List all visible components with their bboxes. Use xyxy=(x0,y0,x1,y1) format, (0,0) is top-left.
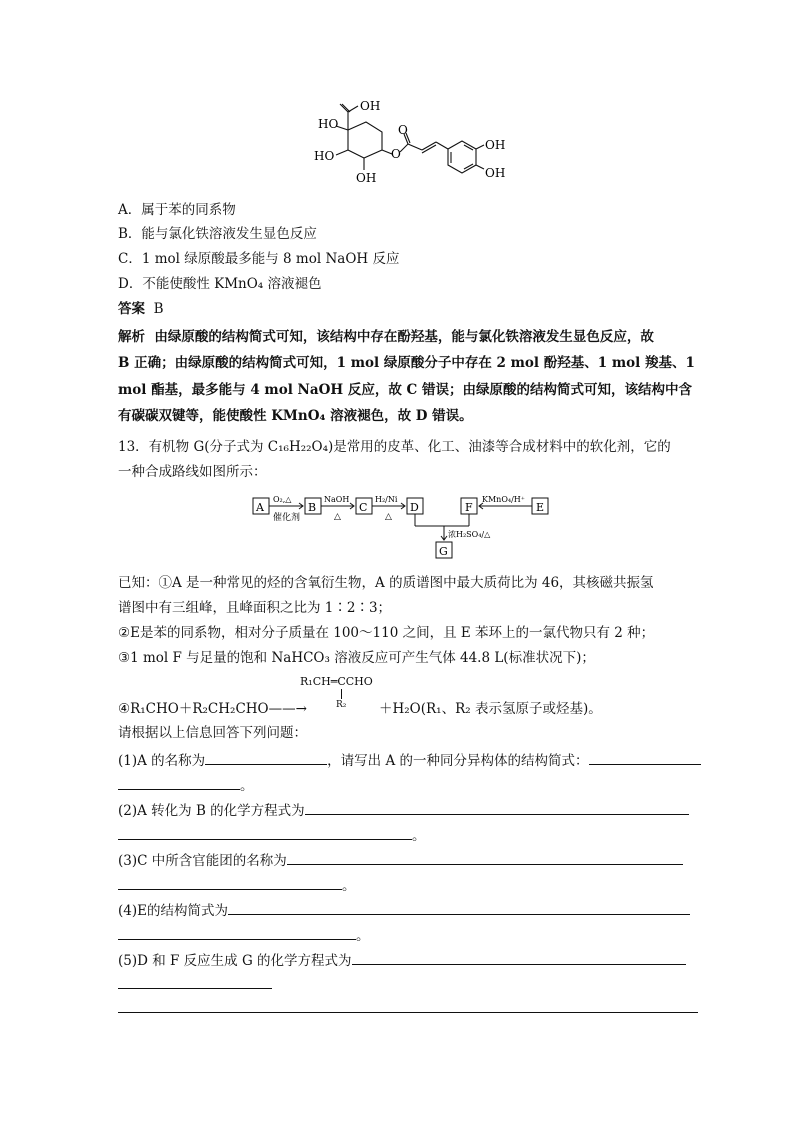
synthesis-scheme xyxy=(250,490,560,568)
to-g-condition: 浓H₂SO₄/△ xyxy=(448,530,491,539)
option-b xyxy=(118,223,317,245)
option-a-label: A． xyxy=(118,202,142,218)
chlorogenic-acid-structure xyxy=(300,92,510,192)
q1-text-b: ，请写出 A 的一种同分异构体的结构简式： xyxy=(327,753,589,769)
reaction4-lhs: ④R₁CHO＋R₂CH₂CHO——→ xyxy=(118,701,307,717)
option-a xyxy=(118,199,236,221)
a-to-b-reagent: O₂,△ xyxy=(273,495,292,504)
cooh-oh-label: OH xyxy=(360,99,381,113)
q3-answer-blank-2[interactable] xyxy=(118,874,342,890)
cyclohexane-ring xyxy=(348,122,382,158)
e-to-f-reagent: KMnO₄/H⁺ xyxy=(482,495,525,504)
reaction4-rhs: ＋H₂O(R₁、R₂ 表示氢原子或烃基)。 xyxy=(379,701,602,717)
reaction4-product-sub: R₂ xyxy=(336,700,347,710)
box-f-label: F xyxy=(465,501,473,514)
reaction4-product-top: R₁CH═CCHO xyxy=(300,675,373,688)
q3-answer-blank-1[interactable] xyxy=(287,849,683,865)
box-c-label: C xyxy=(359,501,368,514)
analysis-line-4: 有碳碳双键等，能使酸性 KMnO₄ 溶液褪色，故 D 错误。 xyxy=(118,408,473,424)
benzene-ring xyxy=(448,141,476,173)
option-a-text: 属于苯的同系物 xyxy=(141,202,236,218)
q1-answer-blank-1[interactable] xyxy=(205,749,327,765)
option-d xyxy=(118,273,322,295)
ester-o-label: O xyxy=(391,147,401,161)
q4-answer-blank-2[interactable] xyxy=(118,924,356,940)
ho-top-label: HO xyxy=(318,117,339,131)
q2-line-2: 。 xyxy=(118,824,426,846)
c-to-d-condition: △ xyxy=(385,512,392,522)
known-line-2: 谱图中有三组峰，且峰面积之比为 1∶2∶3； xyxy=(118,600,392,616)
q5-answer-blank-2[interactable] xyxy=(118,988,272,989)
box-g-label: G xyxy=(439,545,448,558)
q4-text: (4)E的结构简式为 xyxy=(118,903,228,919)
q1-answer-blank-3[interactable] xyxy=(118,774,240,790)
q5-line xyxy=(118,949,686,971)
q1-line xyxy=(118,749,701,771)
ho-mid-label: HO xyxy=(314,149,335,163)
analysis-line-2: B 正确；由绿原酸的结构简式可知，1 mol 绿原酸分子中存在 2 mol 酚羟基、1 mol 羧基、1 xyxy=(118,355,695,371)
answer xyxy=(118,298,164,320)
q2-answer-blank-2[interactable] xyxy=(118,824,412,840)
option-b-text: 能与氯化铁溶液发生显色反应 xyxy=(141,226,317,242)
q5-answer-blank-1[interactable] xyxy=(352,949,686,965)
b-to-c-condition: △ xyxy=(334,512,341,522)
q13-intro-line-2: 一种合成路线如图所示： xyxy=(118,464,267,480)
phenol-oh-1-label: OH xyxy=(485,138,506,152)
box-b-label: B xyxy=(308,501,317,514)
phenol-oh-2-label: OH xyxy=(485,166,506,180)
box-e-label: E xyxy=(536,501,545,514)
analysis-label: 解析 xyxy=(118,329,145,345)
option-c-text: 1 mol 绿原酸最多能与 8 mol NaOH 反应 xyxy=(141,251,400,267)
known-line-4: ③1 mol F 与足量的饱和 NaHCO₃ 溶液反应可产生气体 44.8 L(标准状况下)； xyxy=(118,650,595,666)
q13-intro-line-1: 13．有机物 G(分子式为 C₁₆H₂₂O₄)是常用的皮革、化工、油漆等合成材料中的软化剂，它的 xyxy=(118,439,671,455)
q1-answer-blank-2[interactable] xyxy=(589,749,701,765)
box-d-label: D xyxy=(410,501,419,514)
c-to-d-reagent: H₂/Ni xyxy=(375,495,398,504)
q5-text: (5)D 和 F 反应生成 G 的化学方程式为 xyxy=(118,953,352,969)
q1-text-a: (1)A 的名称为 xyxy=(118,753,206,769)
option-d-text: 不能使酸性 KMnO₄ 溶液褪色 xyxy=(142,276,322,292)
option-d-label: D． xyxy=(118,276,143,292)
analysis-line-3: mol 酯基，最多能与 4 mol NaOH 反应，故 C 错误；由绿原酸的结构简式可知，该结构中含 xyxy=(118,382,692,398)
analysis-line-1: 解析 由绿原酸的结构简式可知，该结构中存在酚羟基，能与氯化铁溶液发生显色反应，故 xyxy=(118,329,654,345)
option-c xyxy=(118,248,399,270)
reaction4-product-bond xyxy=(341,689,342,699)
option-b-label: B． xyxy=(118,226,142,242)
q3-line-2: 。 xyxy=(118,874,356,896)
known-line-1: 已知：①A 是一种常见的烃的含氧衍生物，A 的质谱图中最大质荷比为 46，其核磁共振氢 xyxy=(118,575,654,591)
q3-line xyxy=(118,849,683,871)
q2-line xyxy=(118,799,689,821)
q1-line-2: 。 xyxy=(118,774,254,796)
option-c-label: C． xyxy=(118,251,142,267)
q4-line-2: 。 xyxy=(118,924,370,946)
answer-value: B xyxy=(153,301,164,317)
q5-answer-blank-3[interactable] xyxy=(118,1012,698,1013)
a-to-b-catalyst: 催化剂 xyxy=(273,513,301,523)
q4-line xyxy=(118,899,690,921)
q2-answer-blank-1[interactable] xyxy=(305,799,689,815)
box-a-label: A xyxy=(256,501,264,514)
known-line-3: ②E是苯的同系物，相对分子质量在 100～110 之间，且 E 苯环上的一氯代物只有 2 种； xyxy=(118,625,655,641)
oh-bottom-label: OH xyxy=(356,171,377,185)
q4-answer-blank-1[interactable] xyxy=(228,899,690,915)
q2-text: (2)A 转化为 B 的化学方程式为 xyxy=(118,803,305,819)
b-to-c-reagent: NaOH xyxy=(324,495,350,504)
q3-text: (3)C 中所含官能团的名称为 xyxy=(118,853,287,869)
carbonyl-o-label: O xyxy=(398,123,408,137)
answer-label: 答案 xyxy=(118,301,145,317)
prompt: 请根据以上信息回答下列问题： xyxy=(118,725,307,741)
